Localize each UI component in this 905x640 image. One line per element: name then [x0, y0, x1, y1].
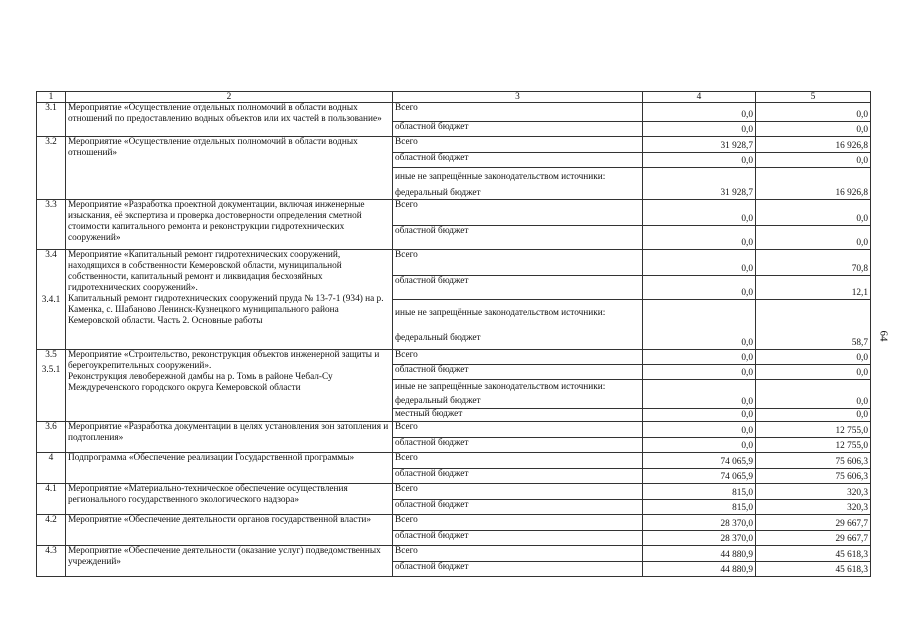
value-cell: 0,0 — [756, 153, 871, 168]
value-cell: 44 880,9 — [643, 562, 756, 577]
table-row — [37, 137, 871, 153]
value-cell: 0,0 — [756, 409, 871, 422]
value-cell: 45 618,3 — [756, 546, 871, 562]
value-cell: 0,0 — [643, 122, 756, 137]
value-cell: 0,0 — [756, 350, 871, 365]
source-cell: областной бюджет — [393, 122, 643, 137]
row-number: 3.2 — [37, 137, 66, 200]
row-number-sub: 3.4.1 — [41, 295, 61, 305]
source-cell: областной бюджет — [393, 438, 643, 453]
row-number: 3.6 — [37, 422, 66, 453]
source-cell: Всего — [393, 422, 643, 438]
value-cell: 31 928,7 — [643, 168, 756, 200]
source-cell: Всего — [393, 250, 643, 276]
row-name: Мероприятие «Осуществление отдельных полномочий в области водных отношений по предоставлению водных объектов или их частей в пользование» — [66, 103, 393, 137]
value-cell: 0,0 — [643, 103, 756, 122]
value-cell: 74 065,9 — [643, 453, 756, 469]
table-row — [37, 546, 871, 562]
source-cell — [393, 300, 643, 350]
value-cell: 320,3 — [756, 500, 871, 515]
source-cell: областной бюджет — [393, 469, 643, 484]
value-cell: 0,0 — [756, 226, 871, 250]
row-name: Мероприятие «Обеспечение деятельности органов государственной власти» — [66, 515, 393, 546]
source-federal-label: федеральный бюджет — [395, 333, 481, 343]
row-number-main: 3.4 — [45, 250, 57, 260]
row-name: Подпрограмма «Обеспечение реализации Государственной программы» — [66, 453, 393, 484]
value-cell: 0,0 — [643, 380, 756, 409]
source-cell: областной бюджет — [393, 562, 643, 577]
header-cell: 3 — [393, 92, 643, 103]
source-cell: Всего — [393, 200, 643, 226]
source-cell: областной бюджет — [393, 365, 643, 380]
row-number — [37, 350, 66, 422]
source-cell: областной бюджет — [393, 500, 643, 515]
row-number-main: 3.5 — [45, 350, 57, 360]
source-cell: областной бюджет — [393, 276, 643, 300]
header-cell: 5 — [756, 92, 871, 103]
row-name: Мероприятие «Обеспечение деятельности (оказание услуг) подведомственных учреждений» — [66, 546, 393, 577]
table-row — [37, 484, 871, 500]
value-cell: 0,0 — [643, 409, 756, 422]
value-cell: 75 606,3 — [756, 453, 871, 469]
value-cell: 12 755,0 — [756, 422, 871, 438]
source-cell: Всего — [393, 484, 643, 500]
value-cell: 29 667,7 — [756, 515, 871, 531]
value-cell: 0,0 — [756, 380, 871, 409]
value-cell: 12 755,0 — [756, 438, 871, 453]
row-number: 3.3 — [37, 200, 66, 250]
row-number — [37, 250, 66, 350]
source-cell — [393, 168, 643, 200]
row-number: 3.1 — [37, 103, 66, 137]
source-other-label: иные не запрещённые законодательством источники: — [395, 172, 606, 182]
source-federal-label: федеральный бюджет — [395, 188, 481, 198]
value-cell: 75 606,3 — [756, 469, 871, 484]
value-cell: 0,0 — [756, 103, 871, 122]
table-row — [37, 453, 871, 469]
table-row — [37, 250, 871, 276]
row-name-sub: Реконструкция левобережной дамбы на р. Томь в районе Чебал-Су Междуреченского городского округа Кемеровской области — [68, 372, 333, 393]
row-name-sub: Капитальный ремонт гидротехнических сооружений пруда № 13-7-1 (934) на р. Каменка, с. Шабаново Ленинск-Кузнецкого муниципального района Кемеровской области. Часть 2. Основные работы — [68, 294, 384, 326]
value-cell: 16 926,8 — [756, 168, 871, 200]
value-cell: 28 370,0 — [643, 531, 756, 546]
source-cell: Всего — [393, 137, 643, 153]
value-cell: 0,0 — [643, 300, 756, 350]
row-name: Мероприятие «Разработка проектной документации, включая инженерные изыскания, её экспертиза и проверка достоверности определения сметной стоимости капитального ремонта и реконструкции гидротехнических сооружений» — [66, 200, 393, 250]
value-cell: 0,0 — [643, 276, 756, 300]
source-cell — [393, 380, 643, 409]
source-federal-label: федеральный бюджет — [395, 396, 481, 406]
row-name-main: Мероприятие «Строительство, реконструкция объектов инженерной защиты и берегоукрепительных сооружений». — [68, 350, 380, 371]
table-row — [37, 200, 871, 226]
row-number: 4.3 — [37, 546, 66, 577]
source-cell: Всего — [393, 453, 643, 469]
source-cell: Всего — [393, 546, 643, 562]
row-number: 4.1 — [37, 484, 66, 515]
value-cell: 320,3 — [756, 484, 871, 500]
header-cell: 4 — [643, 92, 756, 103]
value-cell: 28 370,0 — [643, 515, 756, 531]
value-cell: 815,0 — [643, 484, 756, 500]
value-cell: 74 065,9 — [643, 469, 756, 484]
header-row — [37, 92, 871, 103]
row-name — [66, 250, 393, 350]
source-other-label: иные не запрещённые законодательством источники: — [395, 308, 606, 318]
header-cell: 1 — [37, 92, 66, 103]
value-cell: 0,0 — [756, 365, 871, 380]
source-cell: местный бюджет — [393, 409, 643, 422]
source-cell: областной бюджет — [393, 153, 643, 168]
source-cell: областной бюджет — [393, 226, 643, 250]
source-cell: Всего — [393, 103, 643, 122]
value-cell: 58,7 — [756, 300, 871, 350]
value-cell: 31 928,7 — [643, 137, 756, 153]
row-name-main: Мероприятие «Капитальный ремонт гидротехнических сооружений, находящихся в собственности Кемеровской области, муниципальной собственности, капитальный ремонт и ликвидация бесхозяйных гидротехнических сооружений». — [68, 250, 342, 293]
value-cell: 0,0 — [643, 200, 756, 226]
budget-table — [36, 91, 871, 577]
value-cell: 70,8 — [756, 250, 871, 276]
value-cell: 12,1 — [756, 276, 871, 300]
page-number: 64 — [877, 330, 890, 342]
value-cell: 45 618,3 — [756, 562, 871, 577]
value-cell: 0,0 — [756, 122, 871, 137]
table-row — [37, 515, 871, 531]
value-cell: 16 926,8 — [756, 137, 871, 153]
source-cell: областной бюджет — [393, 531, 643, 546]
value-cell: 0,0 — [643, 226, 756, 250]
value-cell: 0,0 — [643, 438, 756, 453]
value-cell: 0,0 — [643, 153, 756, 168]
table-row — [37, 422, 871, 438]
source-cell: Всего — [393, 515, 643, 531]
table-row — [37, 350, 871, 365]
value-cell: 44 880,9 — [643, 546, 756, 562]
value-cell: 815,0 — [643, 500, 756, 515]
row-number-sub: 3.5.1 — [41, 365, 61, 375]
value-cell: 0,0 — [756, 200, 871, 226]
value-cell: 0,0 — [643, 250, 756, 276]
source-other-label: иные не запрещённые законодательством источники: — [395, 382, 606, 392]
value-cell: 29 667,7 — [756, 531, 871, 546]
value-cell: 0,0 — [643, 422, 756, 438]
row-number: 4.2 — [37, 515, 66, 546]
table-row — [37, 103, 871, 122]
row-number: 4 — [37, 453, 66, 484]
source-cell: Всего — [393, 350, 643, 365]
header-cell: 2 — [66, 92, 393, 103]
row-name — [66, 350, 393, 422]
row-name: Мероприятие «Материально-техническое обеспечение осуществления регионального государственного экологического надзора» — [66, 484, 393, 515]
value-cell: 0,0 — [643, 365, 756, 380]
row-name: Мероприятие «Разработка документации в целях установления зон затопления и подтопления» — [66, 422, 393, 453]
value-cell: 0,0 — [643, 350, 756, 365]
row-name: Мероприятие «Осуществление отдельных полномочий в области водных отношений» — [66, 137, 393, 200]
